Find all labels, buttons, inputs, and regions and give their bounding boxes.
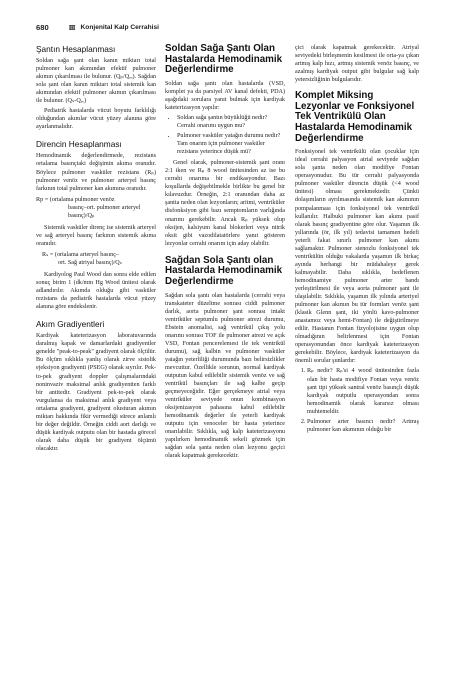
column-right [295, 44, 419, 436]
column-left [36, 44, 156, 455]
paragraph: Pediatrik hastalarda vücut boyutu farklılığı olduğundan akımlar vücut yüzey alanına göre ayarlanmalıdır. [36, 108, 156, 131]
equation-rp: Rp = (ortalama pulmoner venöz basınç–ort. pulmoner arteryel basınç)/Qₚ [36, 196, 141, 219]
part-number: III [68, 22, 75, 32]
paragraph: Soldan sağa şantı olan hastalarda (VSD, komplet ya da parsiyel AV kanal defekti, PDA) aşağıdaki sorulara yanıt bulmak için kardiyak kateterizasyon yapılır: [165, 80, 285, 111]
paragraph: Kardiyolog Paul Wood dan sonra elde edilen sonuç birim 1 (dk/mm Hg Wood ünitesi olarak adlandırılır. Akımda olduğu gibi vasküler rezistans da pediatrik hastalarda vücut yüzey alanına göre endekslenir. [36, 272, 156, 311]
page-number: 680 [36, 22, 49, 32]
paragraph: Sağdan sola şantı olan hastalarda (cerrahi veya transkateter düzeltme sonrası ciddi pulmoner darlık, aorta pulmoner şant sonrası intakt ventriküler septumlu pulmoner atrezi durumu, Ebstein anomalisi, sağ ventrikül çıkış yolu onarımı sonrası TOF ile pulmoner atrezi ve açık VSD, Fontan pencerelemesi ile tek ventrikül durumu), sağ kalbin ve pulmoner vasküler yatağın yeterliliği durumunda bazı belirsizlikler mevcuttur. Özellikle sorunun, normal kardiyak outputun kabul edilebilir sistemik venöz ve sağ ventrikül basınçları ile sağ kalbe geçip geçmeyeceğidir. Eğer gerçekmeye atrial veya ventriküler seviyede onun kombinasyon oksijenizasyon pahasına kabul edilebilir hemodinamik değerler ile yeterli kardiyak outputu için venoceler bir hasta yeterince onarılabilir. Sıklıkla, sağ kalp kateterizasyonu yapılırken hemodinamik sekeli gözmek için sağdan sola şanta neden olan lezyonu geçici olarak kapatmak gerekecektir. [165, 292, 285, 460]
paragraph: Soldan sağa şant olan kanın miktarı total pulmoner kan akımından efektif pulmoner akımın çıkarılması ile bulunur. (Qₚ/Qₑₒ). Sağdan sola şant olan kanın miktarı total sistemik kan akımından efektif pulmoner akımın çıkarılması ile bulunur. (Qₛ-Qₑₒ) [36, 58, 156, 105]
paragraph: Hemodinamik değerlendirmede, rezistans ortalama basınçtaki değişimin akıma oranıdır. Böylece pulmoner vasküler rezistans (Rₚ) pulmoner venöz ve pulmoner arteryel basınç farkının total pulmoner kan akımına oranıdır. [36, 153, 156, 192]
list-item: • Soldan sağa şantın büyüklüğü nedir? Cerrahi onarımı uygun mu? [177, 114, 285, 130]
paragraph: Fonksiyonel tek ventrikülü olan çocuklar için ideal cerrahi palyasyon atrial seviyede sağdan sola şanta neden olan modifiye Fontan operasyonudur. Bu tür cerrahi palyasyonda pulmoner vasküler direncin düşük (<4 wood ünitesi) olması gerekmektedir. Çünkü dolaşımların ayrılmasında sistemik kan akımının pompalanması için fonksiyonel tek ventrikül kullanılır. Halbuki pulmoner kan akımı pasif olarak basınç gradiyentine göre olur. Yaşamın ilk yıllarında (ör, ilk yıl) tedavisi tamamen hedefi yeterli fakat sınırlı pulmoner kan akımı sağlamaktır. Pulmoner stenozlu fonksiyonel tek ventrikülün olduğu vakalarda yaşamın ilk birkaç ayında herhangi bir müdahaleye gerek kalmayabilir. Daha sıklıkla, hedeflenen hemodinamiye pulmoner arter bandı yerleştirilmesi ile veya aorta pulmoner şant ile ulaşılabilir. Sıklıkla, yaşamın ilk yılında arteriyel pulmoner kan akımın bu tür formları venöz şant (klasik Glenn şant, iki yönlü kavo-pulmoner anastamoz veya hemi-Fontan) ile değiştirilmeye edilir. Hastanın Fontan fizyolojisine uygun olup olmadığının belirlenmesi için Fontan operasyonundan önce kardiyak kateterizasyon gerekebilir. Böylece, kardiyak kateterizasyon da önemli sorular şunlardır: [295, 149, 419, 365]
list-item: 2. Pulmoner arter basıncı nedir? Artmış pulmoner kan akımının olduğu bir [307, 418, 419, 434]
heading-flow-gradients: Akım Gradiyentleri [36, 319, 105, 330]
paragraph: Sistemik vasküler direnç ise sistemik arteryel ve sağ arteryel basınç farkının sistemik akıma oranıdır. [36, 224, 156, 247]
paragraph: çici olarak kapatmak gerekecektir. Atriyal seviyedeki birleşmenin kesilmesi ile orta-ya çıkan artmış kalp hızı, artmış sistemik venöz basınç, ve azalmış kardiyak output gibi bulgular sağ kalp yetersizliğinin bulgularıdır. [295, 45, 419, 84]
running-header [36, 20, 425, 34]
equation-rs: Rₛ = (ortalama arteryel basınç– ort. Sağ atriyal basınç)/Qₛ [42, 251, 123, 266]
list-item: • Pulmoner vasküler yatağın durumu nedir? Tam onarım için pulmoner vasküler rezistans yeterince düşük mü? [177, 132, 285, 156]
chapter-title: Konjenital Kalp Cerrahisi [80, 23, 159, 31]
column-middle [165, 44, 285, 462]
heading-right-to-left-shunt: Sağdan Sola Şantı olan Hastalarda Hemodinamik Değerlendirme [165, 254, 283, 287]
heading-complete-mixing: Komplet Miksing Lezyonlar ve Fonksiyonel Tek Ventrikülü Olan Hastalarda Hemodinamik Değerlendirme [295, 90, 415, 144]
question-list [165, 114, 285, 156]
paragraph: Kardiyak kateterizasyon laboratuvarında daralmış kapak ve damarlardaki gradiyentler genelde "peak-to-peak" gradiyent olarak ölçülür. Bu ölçüm sıklıkla yanlış olarak zirve sistolik ejeksiyon gradiyenti (PSEG) olarak sıyrılır. Pek-to-pek gradiyent doppler çalışmalarındaki noninvaziv maksimal anlık gradiyentten farklı bir antitedir. Gradiyent pek-to-pek olarak vurgulansa da maksimal anlık gradiyent veya ortalama gradiyent, gradiyent olusturan akımın miktarı hakkında fikir vermediği sürece anlamlı bir değer değildir. Örneğin ciddi aort darlığı ve düşük kardiyak outputu olan bir hastada görecel olarak daha düşük bir gradiyent ölçümü olacaktır. [36, 333, 156, 452]
heading-left-to-right-shunt: Soldan Sağa Şantı Olan Hastalarda Hemodinamik Değerlendirme [165, 43, 283, 76]
heading-resistance-calc: Direncin Hesaplanması [36, 139, 122, 150]
paragraph: Genel olarak, pulmoner-sistemik şant oranı 2:1 iken ve Rₚ 8 wood ünitesinden az ise bu cerrahi onarıma bir endikasyondur. Bazı koşullarda değişebilmekle birlikte bu genel bir kılavuzdur. Örneğin, 2:1 oranından daha az şantta neden olan lezyonların; aritmi, ventriküler disfonksiyon gibi bazı semptomların varlığında onarımı gerekebilir. Ancak Rₚ yüksek olup oksijen, kalsiyum kanal blokerleri veya nitrik oksit gibi vazodilatatörlere yanıt gösteren lezyonlar cerrahi onarım için aday olabilir. [165, 160, 285, 247]
list-item: 1. Rₚ nedir? Rₚ'si 4 wood ünitesinden fazla olan bir hasta modifiye Fontan veya venöz şant tipi yüksek santral venöz basınçlı düşük kardiyak outputlu operasyondan sonra hemodinamik olarak kararsız olması muhtemeldir. [307, 367, 419, 415]
heading-shunt-calc: Şantın Hesaplanması [36, 44, 116, 54]
numbered-list [295, 367, 419, 433]
